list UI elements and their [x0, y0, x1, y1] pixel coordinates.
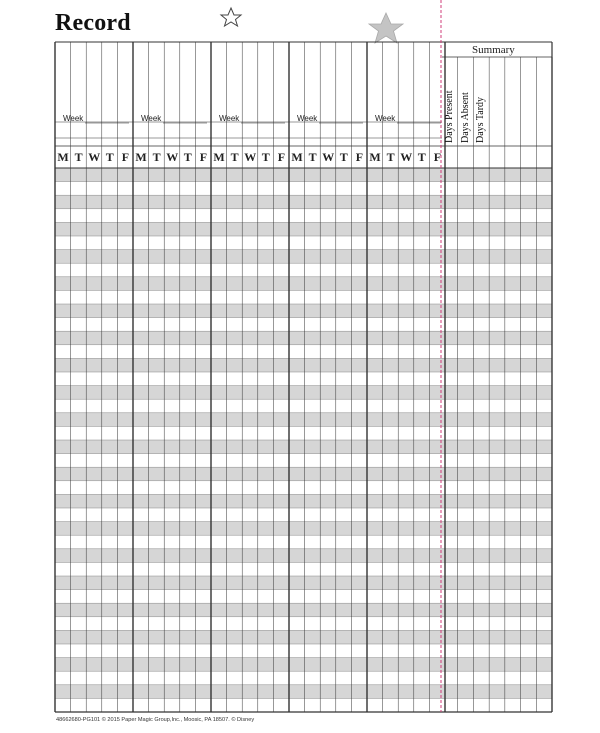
day-label-t: T [183, 150, 192, 164]
week-label: Week [63, 114, 84, 123]
week-label: Week [141, 114, 162, 123]
row-stripe [55, 467, 552, 481]
day-label-t: T [417, 150, 426, 164]
day-label-f: F [433, 150, 442, 164]
row-stripe [55, 522, 552, 536]
row-stripe [55, 195, 552, 209]
day-label-w: W [166, 150, 179, 164]
week-label: Week [219, 114, 240, 123]
row-stripe [55, 250, 552, 264]
day-label-w: W [88, 150, 101, 164]
day-label-t: T [261, 150, 270, 164]
day-label-w: W [244, 150, 257, 164]
row-stripe [55, 603, 552, 617]
day-label-m: M [57, 150, 69, 164]
row-stripe [55, 358, 552, 372]
day-label-m: M [291, 150, 303, 164]
day-label-m: M [135, 150, 147, 164]
day-label-f: F [355, 150, 364, 164]
row-stripe [55, 494, 552, 508]
row-stripe [55, 277, 552, 291]
day-label-f: F [121, 150, 130, 164]
summary-column-label: Days Present [444, 90, 455, 143]
day-label-t: T [230, 150, 239, 164]
day-label-f: F [199, 150, 208, 164]
day-label-m: M [213, 150, 225, 164]
row-stripe [55, 331, 552, 345]
day-label-w: W [322, 150, 335, 164]
day-label-t: T [105, 150, 114, 164]
day-label-t: T [339, 150, 348, 164]
row-stripe [55, 576, 552, 590]
day-label-t: T [308, 150, 317, 164]
row-stripe [55, 304, 552, 318]
day-label-t: T [386, 150, 395, 164]
row-stripe [55, 440, 552, 454]
week-label: Week [375, 114, 396, 123]
row-stripe [55, 413, 552, 427]
row-stripe [55, 168, 552, 182]
week-label: Week [297, 114, 318, 123]
row-stripe [55, 386, 552, 400]
row-stripe [55, 222, 552, 236]
day-label-t: T [74, 150, 83, 164]
day-label-f: F [277, 150, 286, 164]
row-stripe [55, 630, 552, 644]
row-stripe [55, 658, 552, 672]
summary-column-label: Days Absent [459, 92, 471, 143]
page-title: Record [55, 10, 131, 36]
summary-column-label: Days Tardy [475, 96, 487, 143]
day-label-m: M [369, 150, 381, 164]
summary-title: Summary [472, 44, 515, 56]
day-label-w: W [400, 150, 413, 164]
day-label-t: T [152, 150, 161, 164]
row-stripe [55, 549, 552, 563]
copyright-footer: 48662680-PG101 © 2015 Paper Magic Group,Inc., Moosic, PA 18507. © Disney [56, 717, 255, 723]
row-stripe [55, 685, 552, 699]
